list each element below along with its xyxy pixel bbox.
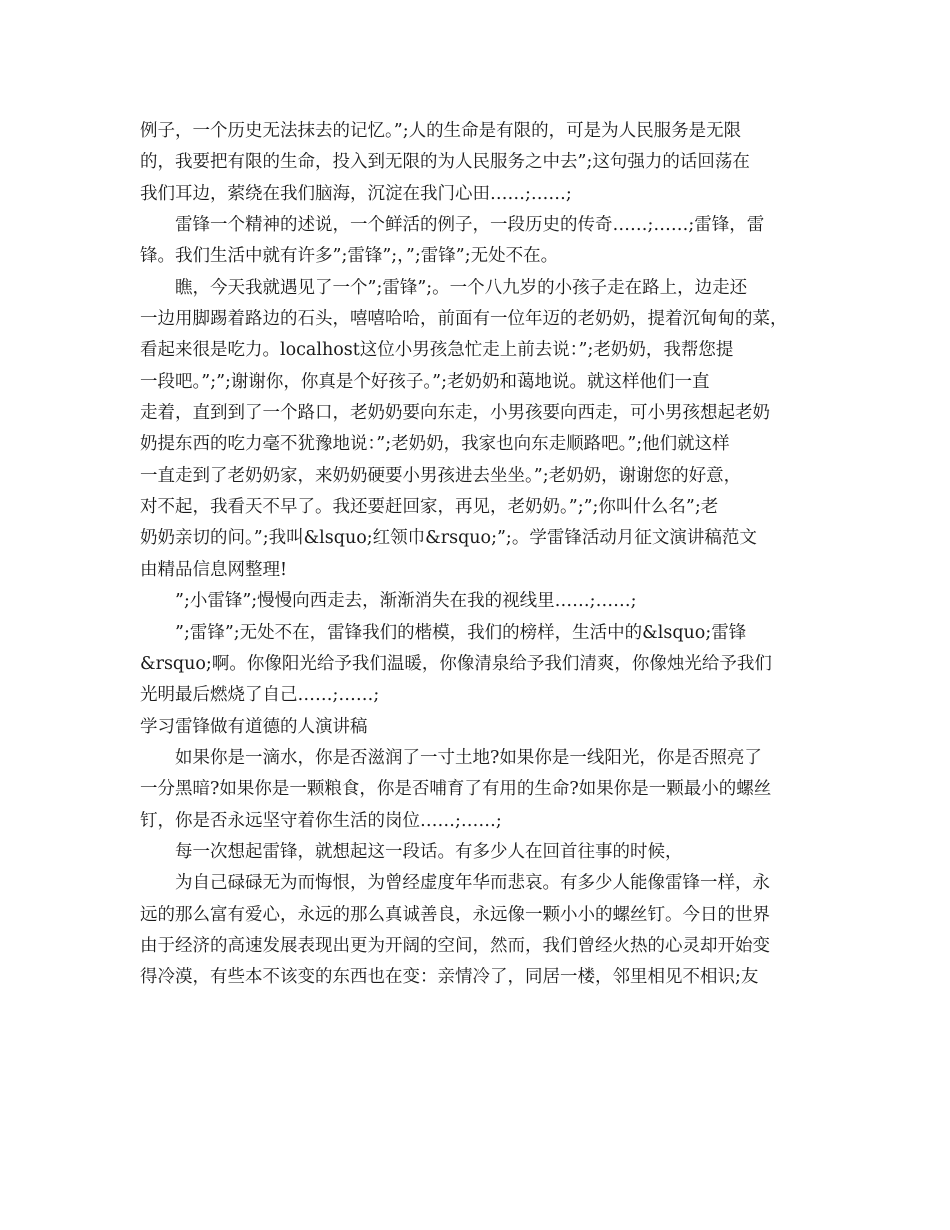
text-line: 一段吧。”;”;谢谢你，你真是个好孩子。”;老奶奶和蔼地说。就这样他们一直 <box>140 371 710 392</box>
paragraph-first-line: 为自己碌碌无为而悔恨，为曾经虚度年华而悲哀。有多少人能像雷锋一样，永 <box>175 873 770 894</box>
paragraph-first-line: ”;小雷锋”;慢慢向西走去，渐渐消失在我的视线里……;……; <box>175 591 637 612</box>
text-line: 一分黑暗?如果你是一颗粮食，你是否哺育了有用的生命?如果你是一颗最小的螺丝 <box>140 779 772 800</box>
paragraph-first-line: 瞧，今天我就遇见了一个”;雷锋”;。一个八九岁的小孩子走在路上，边走还 <box>175 277 748 298</box>
text-line: 锋。我们生活中就有许多”;雷锋”;，”;雷锋”;无处不在。 <box>140 246 559 267</box>
text-line: 的，我要把有限的生命，投入到无限的为人民服务之中去”;这句强力的话回荡在 <box>140 152 750 173</box>
text-line: 光明最后燃烧了自己……;……; <box>140 685 380 706</box>
text-line: 我们耳边，萦绕在我们脑海，沉淀在我门心田……;……; <box>140 183 572 204</box>
text-line: 奶提东西的吃力毫不犹豫地说：”;老奶奶，我家也向东走顺路吧。”;他们就这样 <box>140 434 730 455</box>
paragraph-first-line: 如果你是一滴水，你是否滋润了一寸土地?如果你是一线阳光，你是否照亮了 <box>175 747 762 768</box>
text-line: 学习雷锋做有道德的人演讲稿 <box>140 716 368 737</box>
text-line: 由于经济的高速发展表现出更为开阔的空间，然而，我们曾经火热的心灵却开始变 <box>140 935 770 956</box>
text-line: 由精品信息网整理! <box>140 559 288 580</box>
paragraph-first-line: 每一次想起雷锋，就想起这一段话。有多少人在回首往事的时候， <box>175 841 683 862</box>
document-body <box>140 116 820 994</box>
text-line: 钉，你是否永远坚守着你生活的岗位……;……; <box>140 810 502 831</box>
text-line: 远的那么富有爱心，永远的那么真诚善良，永远像一颗小小的螺丝钉。今日的世界 <box>140 904 770 925</box>
text-line: 奶奶亲切的问。”;我叫&lsquo;红领巾&rsquo;”;。学雷锋活动月征文演讲稿范文 <box>140 528 757 549</box>
text-line: 走着，直到到了一个路口，老奶奶要向东走，小男孩要向西走，可小男孩想起老奶 <box>140 403 770 424</box>
paragraph-first-line: 雷锋一个精神的述说，一个鲜活的例子，一段历史的传奇……;……;雷锋，雷 <box>175 215 765 236</box>
text-line: 得冷漠，有些本不该变的东西也在变：亲情冷了，同居一楼，邻里相见不相识;友 <box>140 967 759 988</box>
text-line: 例子，一个历史无法抹去的记忆。”;人的生命是有限的，可是为人民服务是无限 <box>140 121 742 141</box>
text-line: 看起来很是吃力。localhost这位小男孩急忙走上前去说：”;老奶奶，我帮您提 <box>140 340 734 361</box>
text-line: 一直走到了老奶奶家，来奶奶硬要小男孩进去坐坐。”;老奶奶，谢谢您的好意， <box>140 465 742 486</box>
text-line: 对不起，我看天不早了。我还要赶回家，再见，老奶奶。”;”;你叫什么名”;老 <box>140 497 719 518</box>
paragraph-first-line: ”;雷锋”;无处不在，雷锋我们的楷模，我们的榜样，生活中的&lsquo;雷锋 <box>175 622 747 643</box>
text-line: 一边用脚踢着路边的石头，嘻嘻哈哈，前面有一位年迈的老奶奶，提着沉甸甸的菜， <box>140 309 788 330</box>
text-line: &rsquo;啊。你像阳光给予我们温暖，你像清泉给予我们清爽，你像烛光给予我们 <box>140 653 772 674</box>
